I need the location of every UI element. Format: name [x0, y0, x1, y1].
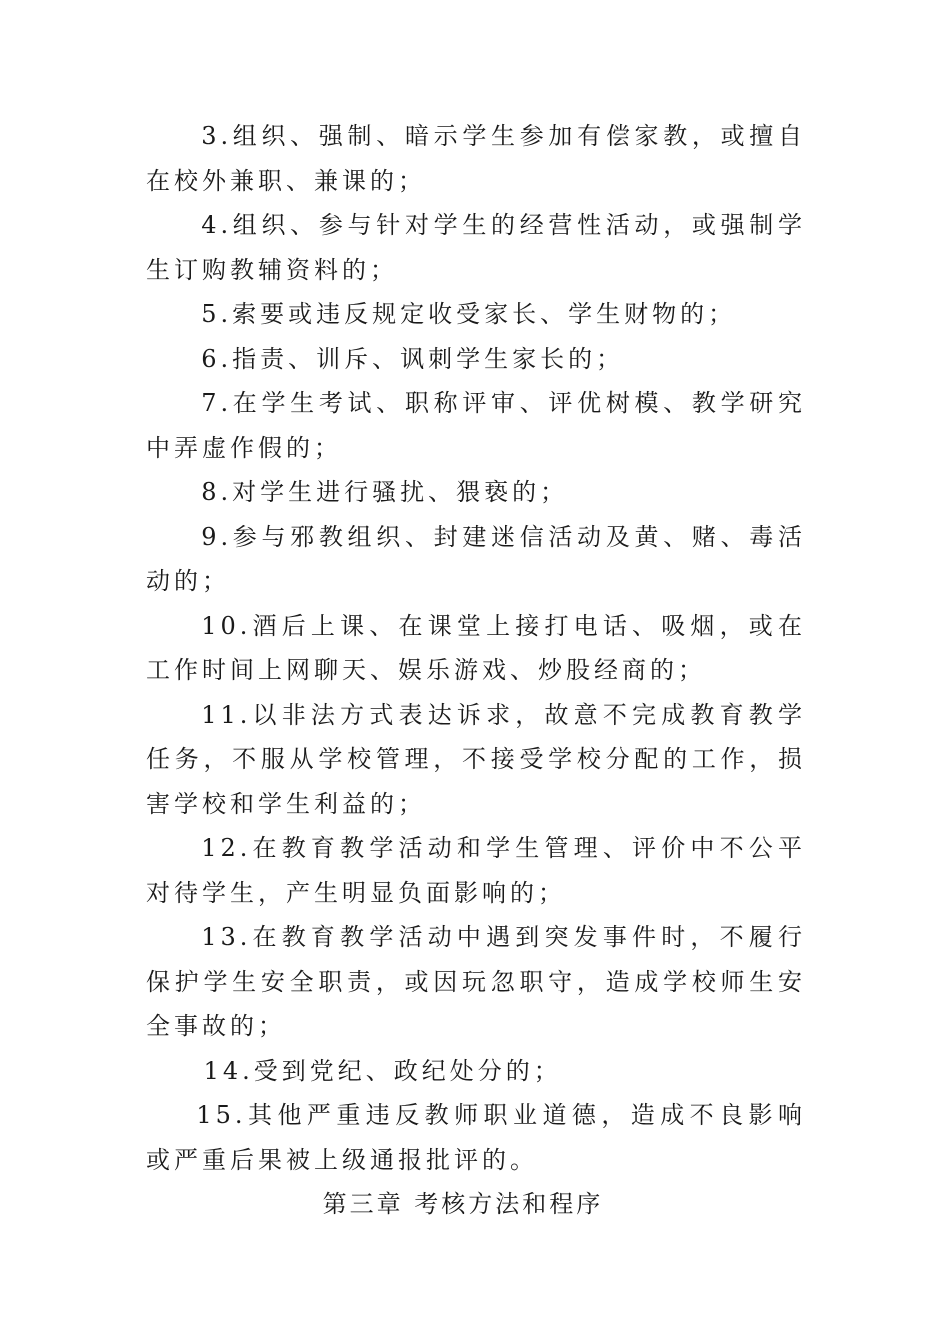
list-item-11: 11.以非法方式表达诉求，故意不完成教育教学任务，不服从学校管理，不接受学校分配的工作，损害学校和学生利益的；: [146, 700, 806, 818]
chapter-heading: 第三章 考核方法和程序: [322, 1190, 604, 1218]
list-item-7: 7.在学生考试、职称评审、评优树模、教学研究中弄虚作假的；: [146, 389, 806, 462]
list-item-10: 10.酒后上课、在课堂上接打电话、吸烟，或在工作时间上网聊天、娱乐游戏、炒股经商的；: [146, 611, 806, 684]
list-item-3: 3.组织、强制、暗示学生参加有偿家教，或擅自在校外兼职、兼课的；: [146, 122, 806, 195]
list-item-15: 15.其他严重违反教师职业道德，造成不良影响或严重后果被上级通报批评的。: [146, 1101, 806, 1174]
list-item-8: 8.对学生进行骚扰、猥亵的；: [201, 478, 569, 506]
list-item-13: 13.在教育教学活动中遇到突发事件时，不履行保护学生安全职责，或因玩忽职守，造成学校师生安全事故的；: [146, 923, 806, 1040]
list-item-9: 9.参与邪教组织、封建迷信活动及黄、赌、毒活动的；: [146, 522, 806, 595]
list-item-5: 5.索要或违反规定收受家长、学生财物的；: [201, 300, 737, 328]
list-item-4: 4.组织、参与针对学生的经营性活动，或强制学生订购教辅资料的；: [146, 211, 806, 284]
list-item-12: 12.在教育教学活动和学生管理、评价中不公平对待学生，产生明显负面影响的；: [146, 834, 806, 907]
list-item-6: 6.指责、训斥、讽刺学生家长的；: [201, 344, 625, 373]
list-item-14: 14.受到党纪、政纪处分的；: [203, 1056, 562, 1085]
document-body: [146, 114, 806, 1227]
